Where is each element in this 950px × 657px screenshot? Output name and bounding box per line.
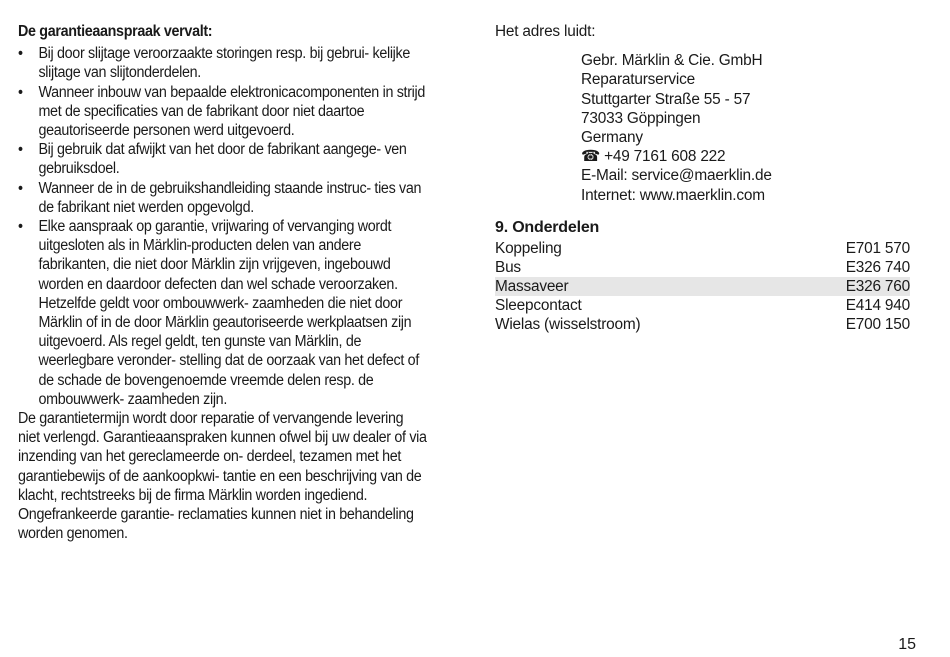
address-country: Germany: [581, 129, 643, 147]
part-number: E701 570: [845, 240, 910, 258]
contact-and-parts-section: [495, 22, 910, 334]
part-name: Massaveer: [495, 278, 569, 296]
part-name: Sleepcontact: [495, 297, 582, 315]
phone-icon: ☎: [581, 148, 600, 166]
list-item: • Elke aanspraak op garantie, vrijwaring of vervanging wordt uitgesloten als in Märklin-producten delen van andere fabrikanten, die niet door Märklin zijn vrijgeven, ingebouwd worden en daardoor defecten dan wel schade veroorzaken. Hetzelfde geldt voor ombouwwerk- zaamheden die niet door Märklin of in de door Märklin geautoriseerde werkplaatsen zijn uitgevoerd. Als regel geldt, ten gunste van Märklin, de weerlegbare veronder- stelling dat de oorzaak van het defect of de schade de bovengenoemde vreemde delen resp. de ombouwwerk- zaamheden zijn.: [18, 218, 419, 408]
address-street: Stuttgarter Straße 55 - 57: [581, 90, 751, 108]
part-number: E326 760: [845, 278, 910, 296]
part-name: Bus: [495, 259, 521, 277]
bullet-icon: •: [18, 179, 23, 197]
warranty-closing-paragraph: De garantietermijn wordt door reparatie of vervangende levering niet verlengd. Garantieaanspraken kunnen ofwel bij uw dealer of via inzending van het gereclameerde on- derdeel, tezamen met het garantiebewijs of de aankoopkwi- tantie en een beschrijving van de klacht, rechtstreeks bij de firma Märklin worden ingediend. Ongefrankeerde garantie- reclamaties kunnen niet in behandeling worden genomen.: [18, 410, 427, 543]
address-department: Reparaturservice: [581, 71, 695, 89]
warranty-section: [18, 22, 427, 543]
warranty-heading: De garantieaanspraak vervalt:: [18, 23, 213, 40]
address-phone: ☎ +49 7161 608 222: [581, 148, 726, 166]
list-item: • Wanneer inbouw van bepaalde elektronicacomponenten in strijd met de specificaties van de fabrikant door niet daartoe geautoriseerde personen werd uitgevoerd.: [18, 83, 426, 140]
part-number: E700 150: [845, 316, 910, 334]
part-number: E414 940: [845, 297, 910, 315]
warranty-list: [18, 44, 427, 409]
list-item: • Bij gebruik dat afwijkt van het door de fabrikant aangege- ven gebruiksdoel.: [18, 141, 407, 178]
address-internet: Internet: www.maerklin.com: [581, 186, 765, 204]
bullet-icon: •: [18, 83, 23, 101]
parts-title: 9. Onderdelen: [495, 218, 600, 236]
bullet-icon: •: [18, 141, 23, 159]
table-row: [495, 277, 910, 296]
page-number: 15: [898, 636, 916, 653]
parts-table: [495, 239, 910, 334]
address-intro: Het adres luidt:: [495, 23, 596, 40]
part-number: E326 740: [845, 259, 910, 277]
address-block: [581, 51, 910, 205]
bullet-icon: •: [18, 218, 23, 236]
list-item: • Wanneer de in de gebruikshandleiding staande instruc- ties van de fabrikant niet werden opgevolgd.: [18, 179, 422, 216]
part-name: Koppeling: [495, 240, 562, 258]
address-company: Gebr. Märklin & Cie. GmbH: [581, 52, 763, 70]
list-item: • Bij door slijtage veroorzaakte storingen resp. bij gebrui- kelijke slijtage van slijtonderdelen.: [18, 45, 410, 82]
bullet-icon: •: [18, 45, 23, 63]
part-name: Wielas (wisselstroom): [495, 316, 641, 334]
table-row: [495, 296, 910, 315]
table-row: [495, 239, 910, 258]
table-row: [495, 315, 910, 334]
address-email: E-Mail: service@maerklin.de: [581, 167, 772, 185]
address-city: 73033 Göppingen: [581, 109, 701, 127]
table-row: [495, 258, 910, 277]
